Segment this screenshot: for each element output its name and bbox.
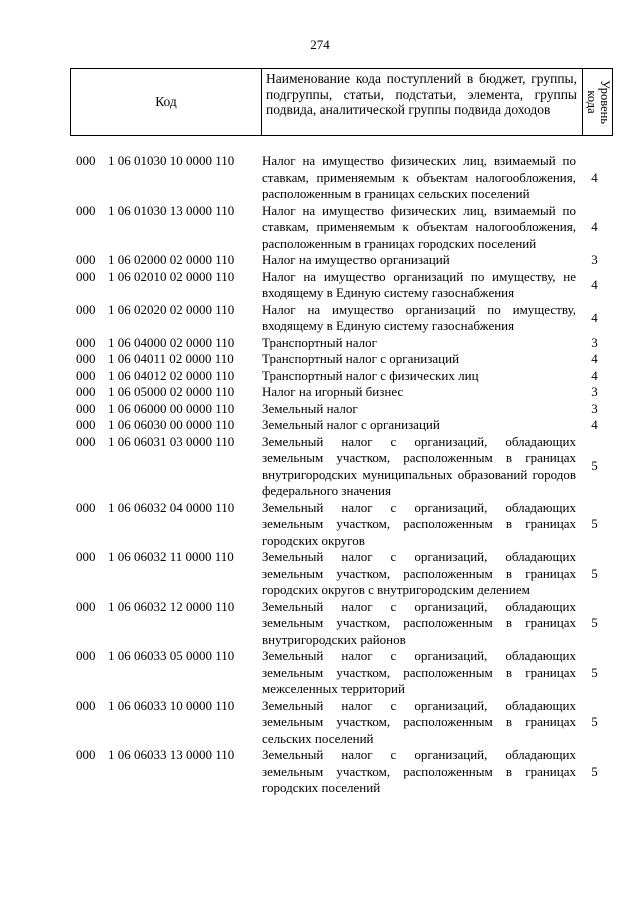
row-budget-code: 1 06 06031 03 0000 110 [108, 433, 235, 449]
row-level: 5 [591, 516, 598, 531]
row-level: 4 [591, 351, 598, 366]
row-admin-code: 000 [76, 202, 96, 218]
row-budget-code: 1 06 06033 13 0000 110 [108, 747, 235, 762]
row-level: 4 [591, 417, 598, 432]
row-budget-code: 1 06 05000 02 0000 110 [108, 384, 235, 399]
header-name: Наименование кода поступлений в бюджет, группы, подгруппы, статьи, подстатьи, элемента, группы подвида, аналитической группы подвида доходов [261, 69, 583, 135]
row-name: Налог на игорный бизнес [262, 384, 404, 399]
row-name: Земельный налог с организаций, обладающих земельным участком, расположенным в границах городских поселений [262, 747, 576, 795]
row-name: Земельный налог с организаций [262, 417, 440, 432]
row-budget-code: 1 06 02020 02 0000 110 [108, 301, 235, 317]
row-admin-code: 000 [76, 367, 96, 383]
row-level: 5 [591, 615, 598, 630]
row-budget-code: 1 06 06033 05 0000 110 [108, 648, 235, 663]
row-level: 5 [591, 458, 598, 474]
table-row [70, 747, 613, 797]
row-budget-code: 1 06 06032 04 0000 110 [108, 499, 235, 515]
row-name: Земельный налог с организаций, обладающих земельным участком, расположенным в границах городских округов [262, 499, 576, 548]
row-admin-code: 000 [76, 499, 96, 515]
row-level: 4 [591, 276, 598, 292]
row-budget-code: 1 06 04012 02 0000 110 [108, 367, 235, 383]
table-row [70, 335, 613, 352]
row-name: Налог на имущество организаций [262, 252, 450, 267]
row-admin-code: 000 [76, 598, 96, 614]
row-admin-code: 000 [76, 400, 96, 416]
row-name: Транспортный налог с организаций [262, 351, 460, 366]
row-level: 5 [591, 763, 598, 779]
row-budget-code: 1 06 01030 10 0000 110 [108, 153, 235, 168]
table-row [70, 384, 613, 401]
table-row [70, 351, 613, 368]
table-row [70, 648, 613, 698]
header-level: Уровень кода [585, 79, 612, 125]
table-row [70, 434, 613, 500]
row-name: Земельный налог с организаций, обладающих земельным участком, расположенным в границах сельских поселений [262, 697, 576, 746]
row-level: 5 [591, 664, 598, 680]
row-level: 3 [591, 384, 598, 399]
row-admin-code: 000 [76, 252, 96, 267]
row-budget-code: 1 06 06032 12 0000 110 [108, 598, 235, 614]
row-budget-code: 1 06 02000 02 0000 110 [108, 252, 235, 267]
table-row [70, 599, 613, 649]
row-budget-code: 1 06 01030 13 0000 110 [108, 202, 235, 218]
row-admin-code: 000 [76, 153, 96, 168]
row-budget-code: 1 06 04011 02 0000 110 [108, 351, 234, 366]
row-admin-code: 000 [76, 268, 96, 284]
row-budget-code: 1 06 06033 10 0000 110 [108, 697, 235, 713]
table-body [70, 153, 613, 797]
row-level: 5 [591, 565, 598, 581]
row-level: 3 [591, 252, 598, 267]
row-admin-code: 000 [76, 549, 96, 564]
row-budget-code: 1 06 04000 02 0000 110 [108, 334, 235, 350]
row-name: Земельный налог с организаций, обладающих земельным участком, расположенным в границах внутригородских районов [262, 598, 576, 647]
row-level: 4 [591, 309, 598, 325]
row-admin-code: 000 [76, 384, 96, 399]
row-name: Налог на имущество физических лиц, взимаемый по ставкам, применяемым к объектам налогообложения, расположенным в границах городских поселений [262, 202, 576, 251]
row-admin-code: 000 [76, 747, 96, 762]
row-budget-code: 1 06 06030 00 0000 110 [108, 417, 235, 432]
row-admin-code: 000 [76, 433, 96, 449]
row-budget-code: 1 06 06000 00 0000 110 [108, 400, 235, 416]
row-admin-code: 000 [76, 648, 96, 663]
row-level: 3 [591, 400, 598, 416]
table-row [70, 203, 613, 253]
row-level: 4 [591, 367, 598, 383]
table-row [70, 500, 613, 550]
table-row [70, 417, 613, 434]
row-level: 4 [591, 169, 598, 185]
row-level: 5 [591, 714, 598, 729]
page-number: 274 [310, 37, 330, 52]
row-name: Налог на имущество организаций по имуществу, входящему в Единую систему газоснабжения [262, 301, 576, 333]
row-name: Налог на имущество организаций по имуществу, не входящему в Единую систему газоснабжения [262, 268, 576, 300]
row-level: 4 [591, 219, 598, 234]
header-code: Код [71, 69, 262, 135]
table-row [70, 368, 613, 385]
table-row [70, 269, 613, 302]
row-admin-code: 000 [76, 334, 96, 350]
row-name: Земельный налог [262, 400, 358, 416]
row-name: Транспортный налог с физических лиц [262, 367, 479, 383]
row-budget-code: 1 06 06032 11 0000 110 [108, 549, 234, 564]
row-name: Земельный налог с организаций, обладающих земельным участком, расположенным в границах городских округов с внутригородским делением [262, 549, 576, 597]
row-name: Земельный налог с организаций, обладающих земельным участком, расположенным в границах межселенных территорий [262, 648, 576, 696]
row-name: Налог на имущество физических лиц, взимаемый по ставкам, применяемым к объектам налогообложения, расположенным в границах сельских поселений [262, 153, 576, 201]
row-admin-code: 000 [76, 697, 96, 713]
row-name: Транспортный налог [262, 334, 377, 350]
row-name: Земельный налог с организаций, обладающих земельным участком, расположенным в границах внутригородских муниципальных образований городов федерального значения [262, 433, 576, 498]
row-level: 3 [591, 334, 598, 350]
table-row [70, 401, 613, 418]
header-level-cell [583, 69, 613, 135]
table-row [70, 698, 613, 748]
row-admin-code: 000 [76, 301, 96, 317]
table-row [70, 153, 613, 203]
row-admin-code: 000 [76, 351, 96, 366]
table-row [70, 302, 613, 335]
row-budget-code: 1 06 02010 02 0000 110 [108, 268, 235, 284]
table-row [70, 549, 613, 599]
row-admin-code: 000 [76, 417, 96, 432]
table-header [70, 68, 613, 136]
table-row [70, 252, 613, 269]
